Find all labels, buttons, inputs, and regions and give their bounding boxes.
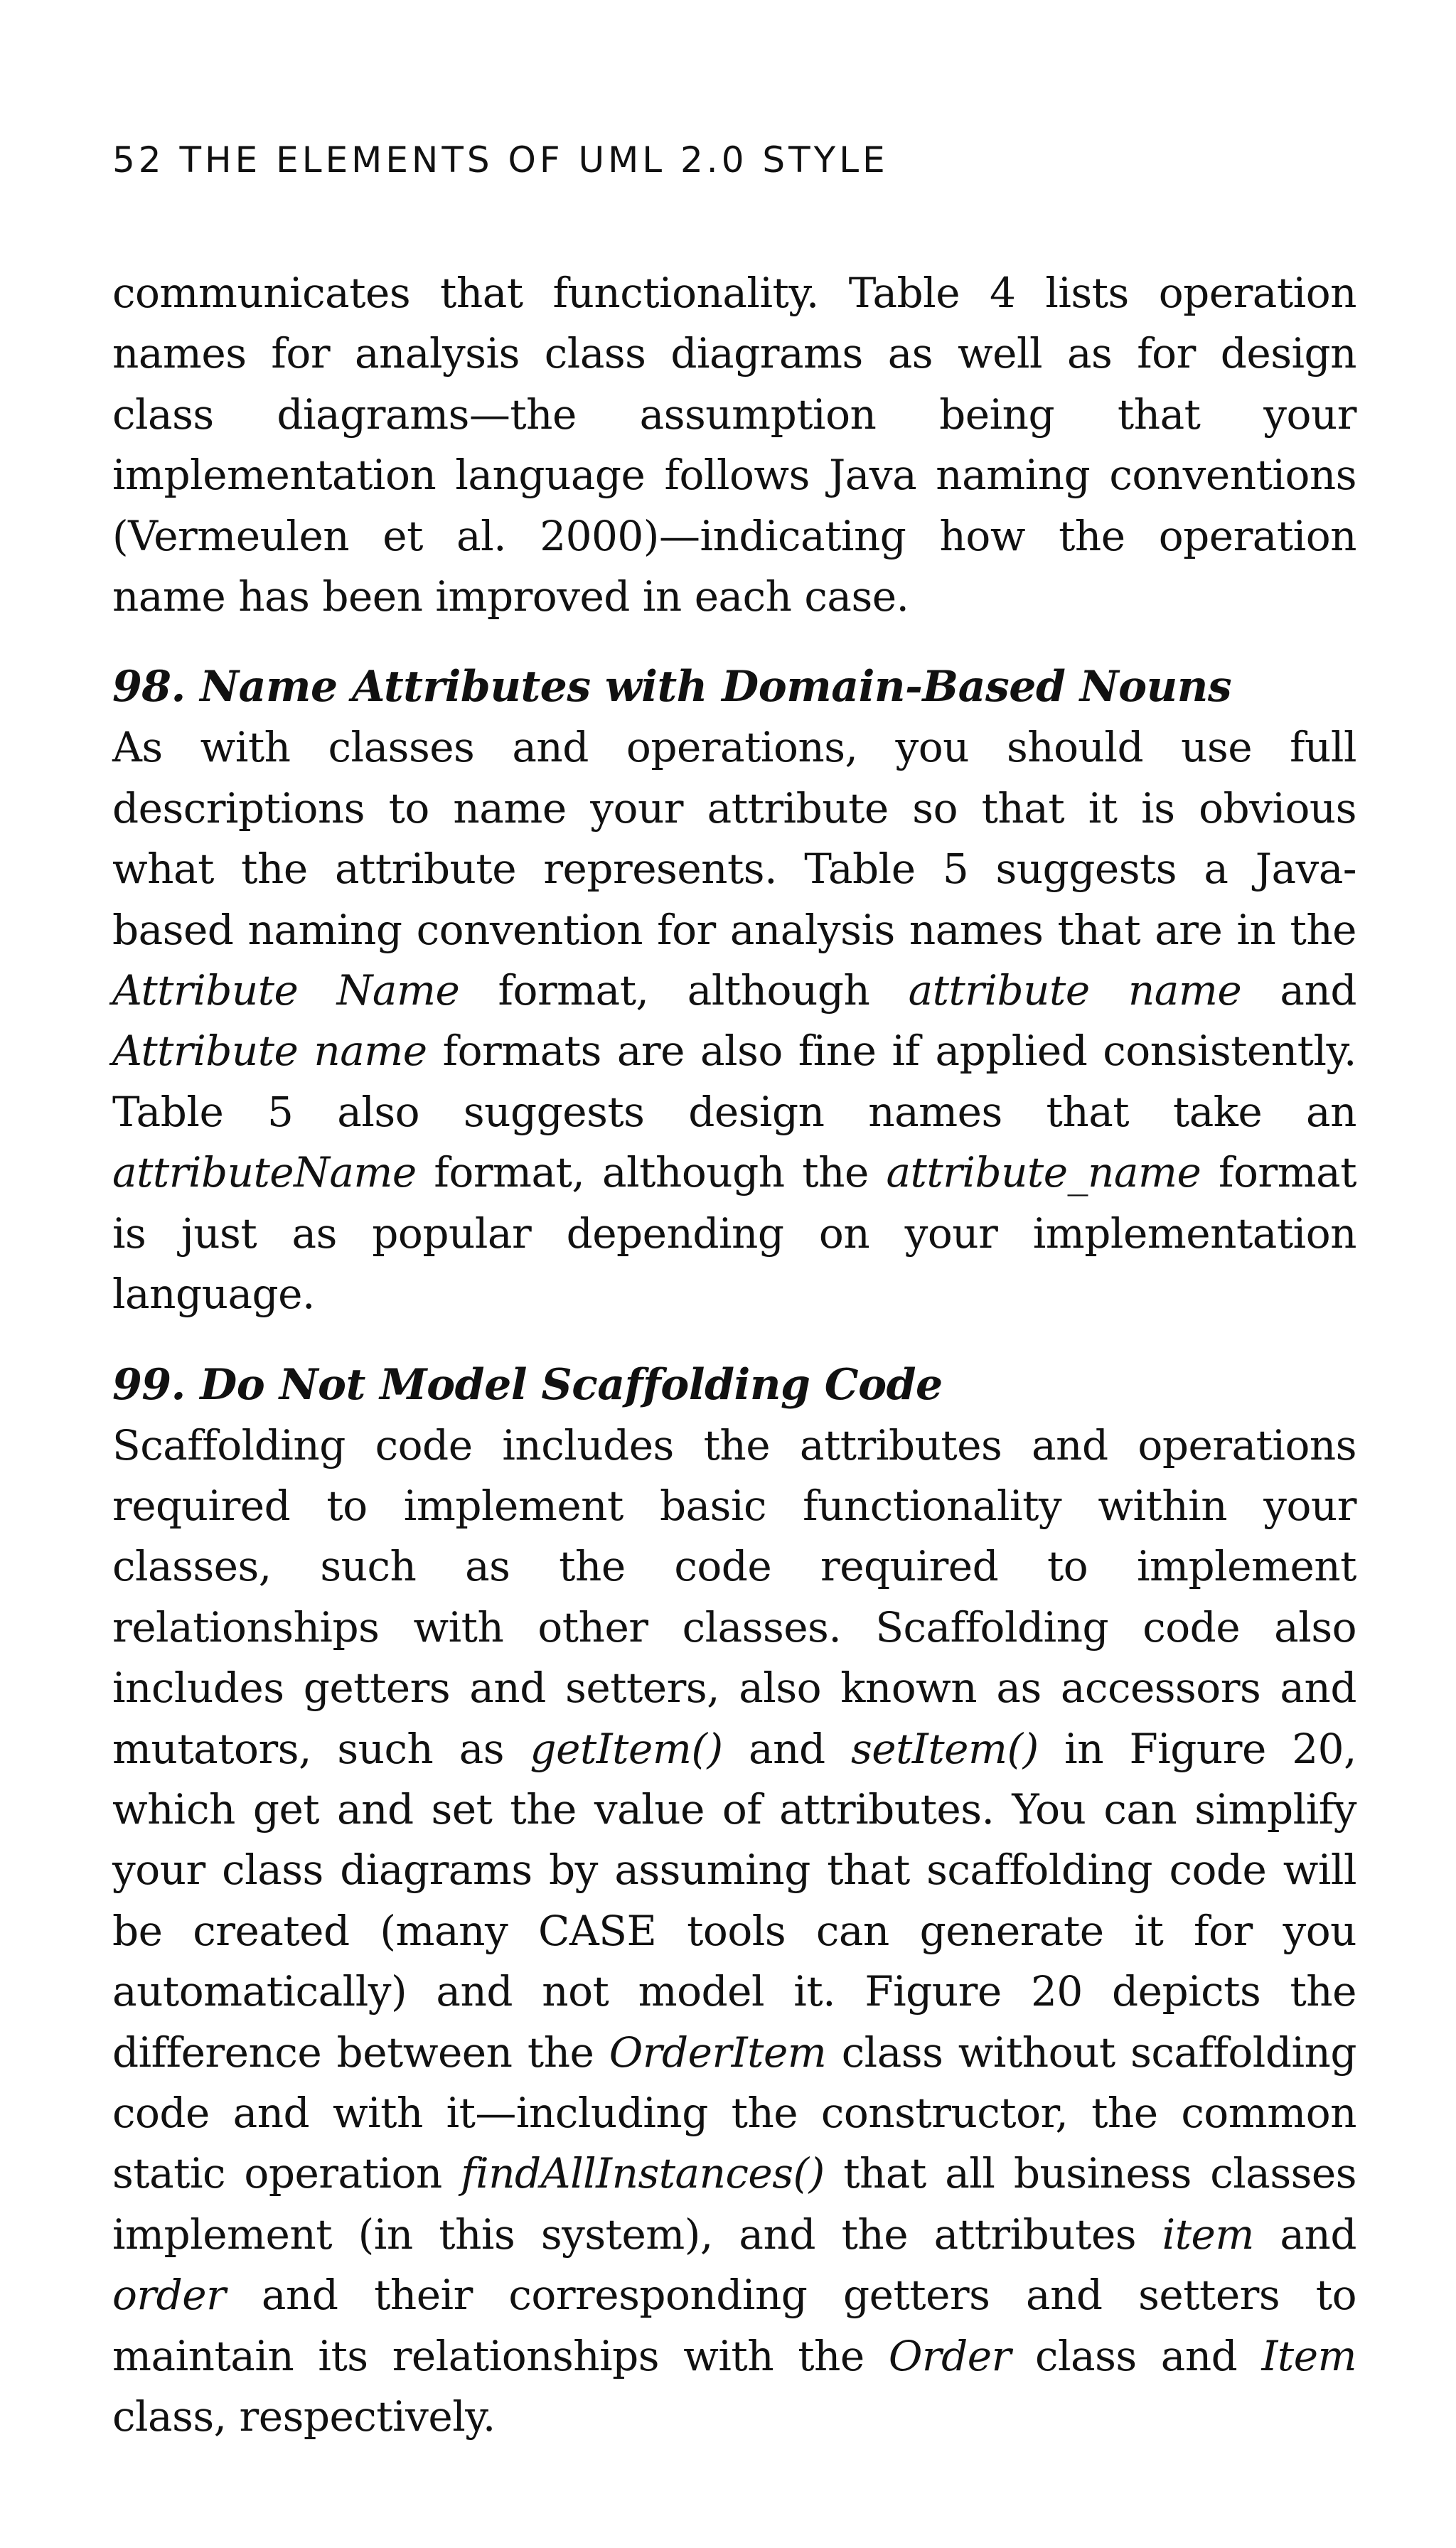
italic-term: Attribute Name bbox=[112, 966, 460, 1015]
italic-term: OrderItem bbox=[609, 2028, 827, 2077]
page-body bbox=[112, 263, 1356, 2447]
section-99-paragraph: Scaffolding code includes the attributes and operations required to implement basic functionality within your classes, such as the code required to implement relationships with other classes. Scaffolding code also includes getters and setters, also known as accessors and mutators, such as getItem() and setItem() in Figure 20, which get and set the value of attributes. You can simplify your class diagrams by assuming that scaffolding code will be created (many CASE tools can generate it for you automatically) and not model it. Figure 20 depicts the difference between the OrderItem class without scaffolding code and with it—including the constructor, the common static operation findAllInstances() that all business classes implement (in this system), and the attributes item and order and their corresponding getters and setters to maintain its relationships with the Order class and Item class, respectively. bbox=[112, 1420, 1357, 2441]
italic-term: attributeName bbox=[112, 1148, 417, 1197]
italic-term: Order bbox=[888, 2331, 1011, 2380]
italic-term: attribute name bbox=[908, 966, 1242, 1015]
running-head: 52 THE ELEMENTS OF UML 2.0 STYLE bbox=[112, 139, 889, 181]
italic-term: Attribute name bbox=[112, 1027, 427, 1076]
section-98-heading: 98. Name Attributes with Domain-Based Nouns bbox=[112, 662, 1232, 712]
section-98-paragraph: As with classes and operations, you should use full descriptions to name your attribute so that it is obvious what the attribute represents. Table 5 suggests a Java-based naming convention for analysis names that are in the Attribute Name format, although attribute name and Attribute name formats are also fine if applied consistently. Table 5 also suggests design names that take an attributeName format, although the attribute_name format is just as popular depending on your implementation language. bbox=[112, 723, 1356, 1319]
italic-term: item bbox=[1162, 2210, 1254, 2259]
italic-term: findAllInstances() bbox=[461, 2149, 825, 2198]
italic-term: Item bbox=[1261, 2331, 1357, 2380]
italic-term: getItem() bbox=[530, 1724, 723, 1773]
italic-term: order bbox=[112, 2271, 226, 2320]
intro-paragraph: communicates that functionality. Table 4 lists operation names for analysis class diagrams as well as for design class diagrams—the assumption being that your implementation language follows Java naming conventions (Vermeulen et al. 2000)—indicating how the operation name has been improved in each case. bbox=[112, 269, 1356, 621]
section-99-heading: 99. Do Not Model Scaffolding Code bbox=[112, 1359, 943, 1410]
italic-term: attribute_name bbox=[886, 1148, 1201, 1197]
italic-term: setItem() bbox=[851, 1724, 1039, 1773]
